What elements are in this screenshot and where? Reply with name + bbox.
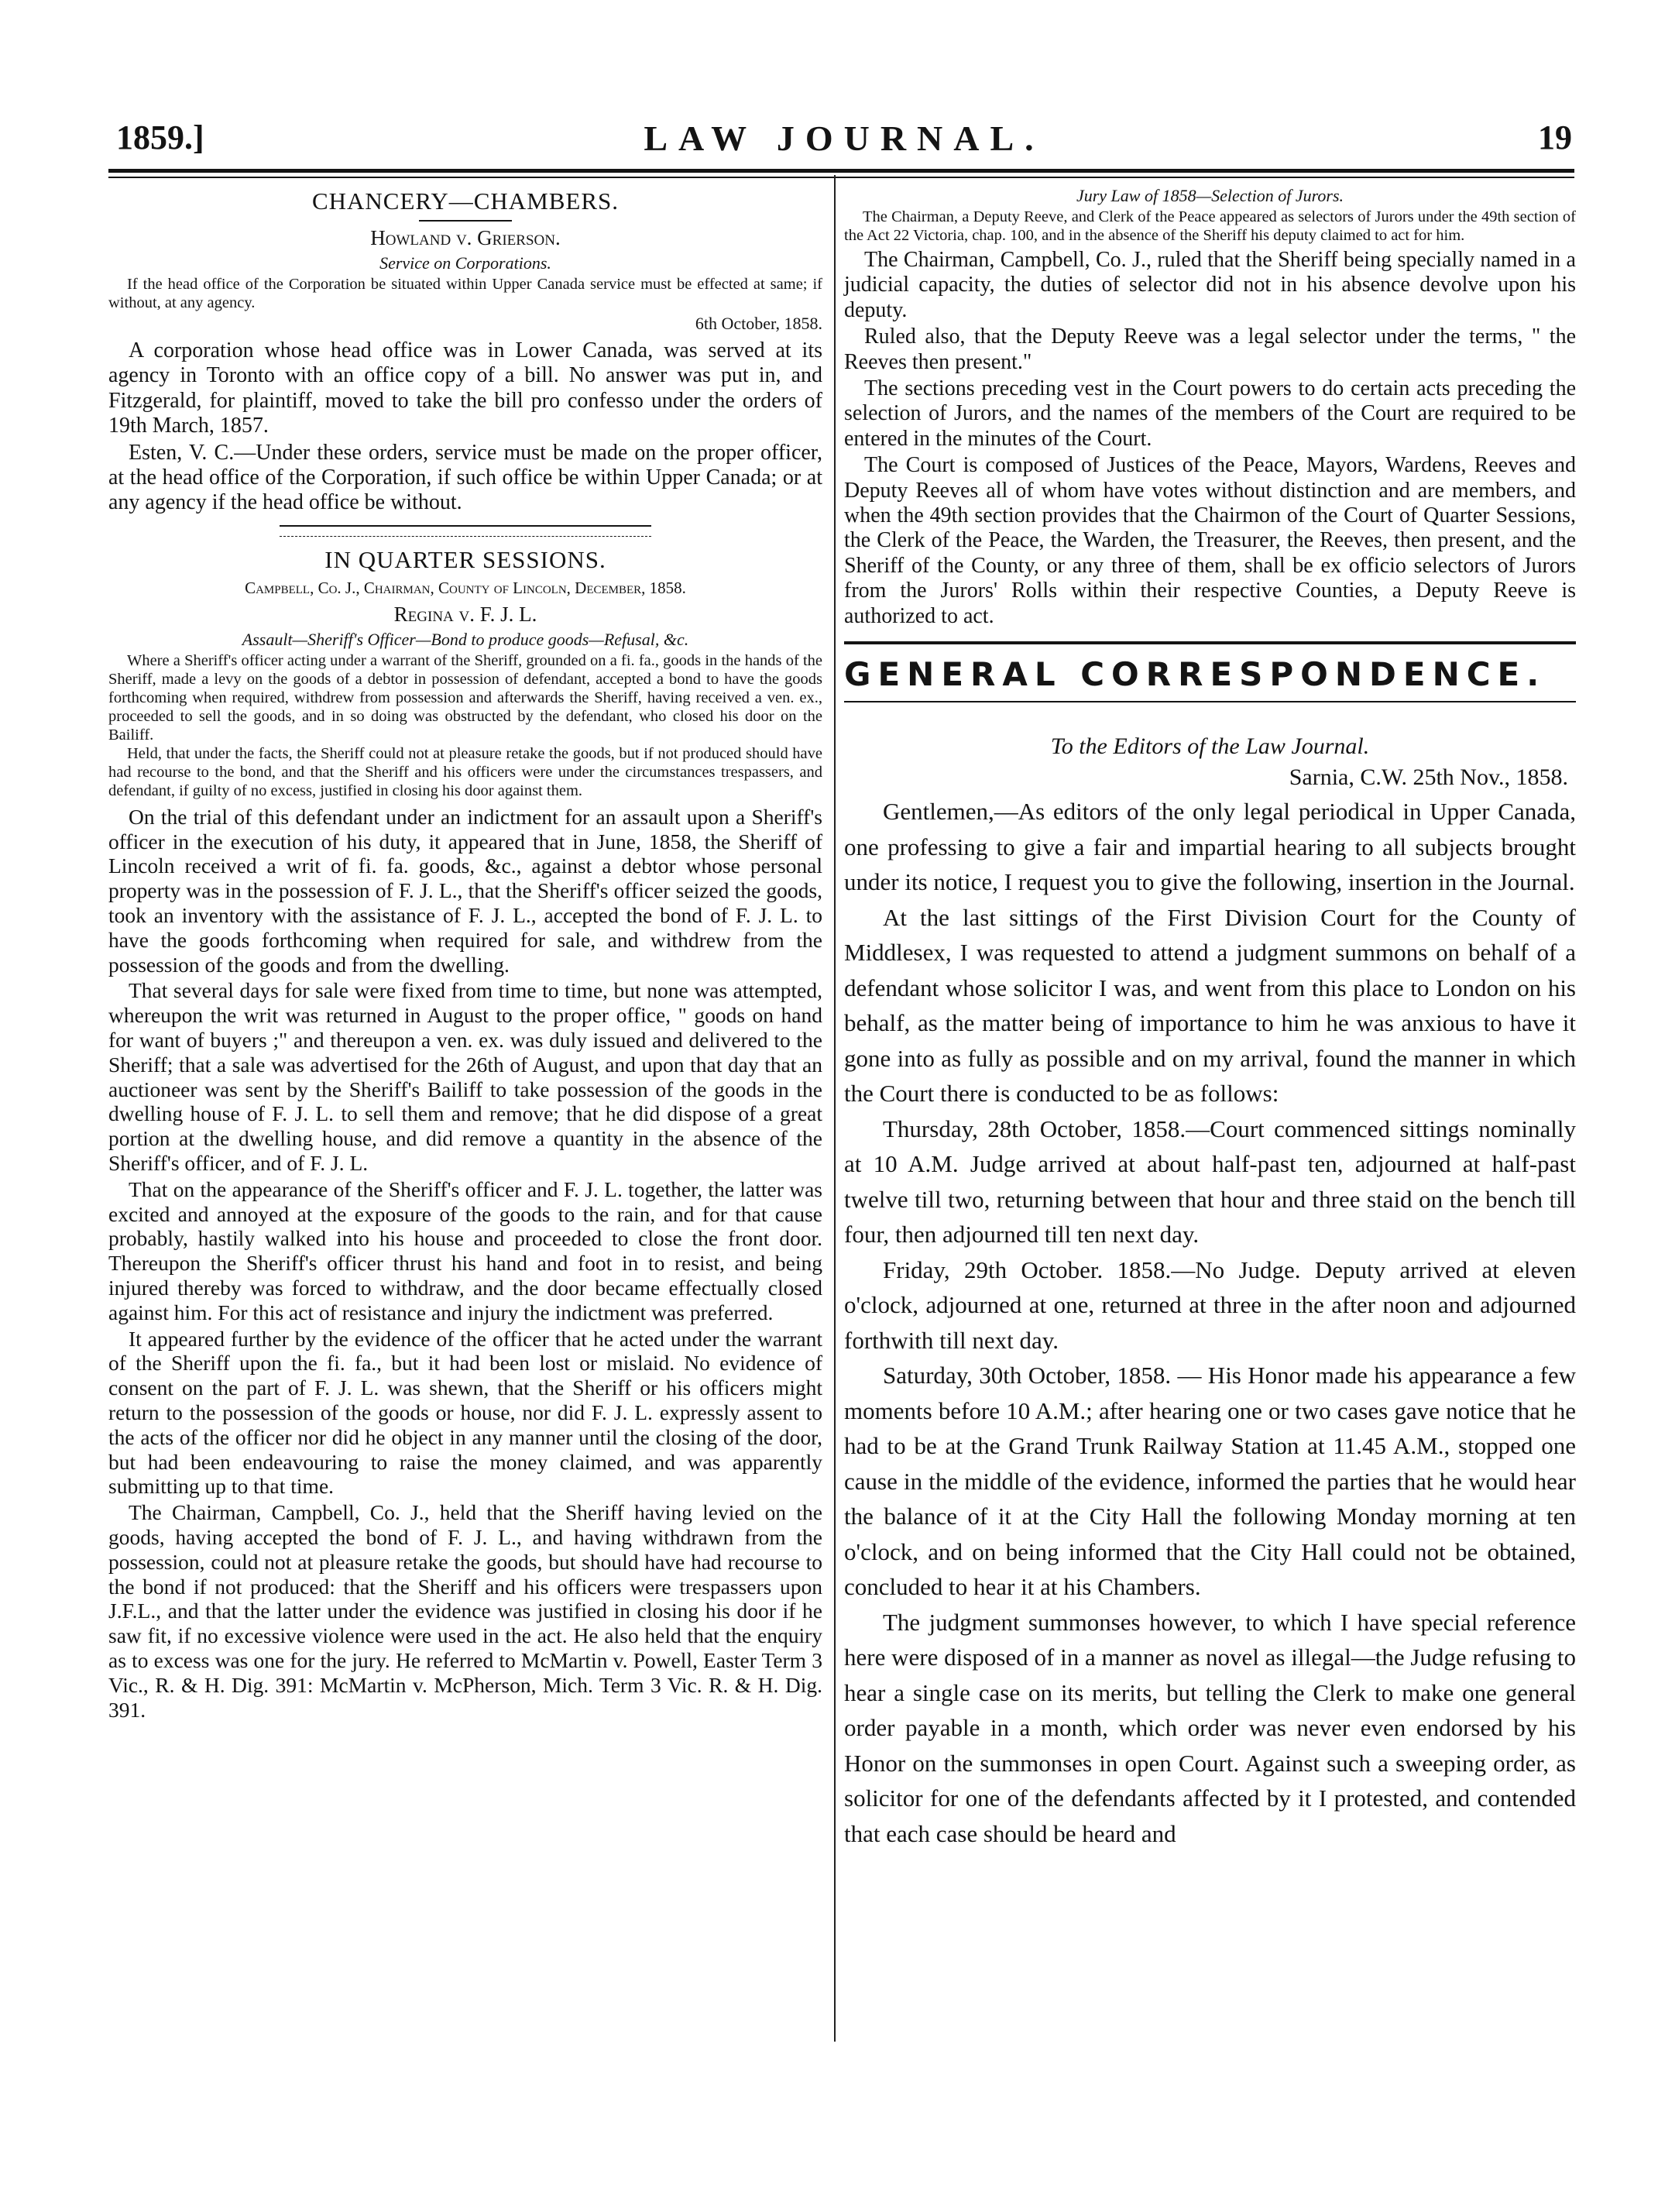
letter-paragraph-1: Gentlemen,—As editors of the only legal periodical in Upper Canada, one professing to give a fair and impartial hearing to all subjects brought under its notice, I request you to give the following, insertion in the Journal. <box>844 798 1576 896</box>
letter-paragraph-4: Friday, 29th October. 1858.—No Judge. Deputy arrived at eleven o'clock, adjourned at one, returned at three in the after noon and adjourned forthwith till next day. <box>844 1255 1576 1354</box>
jury-paragraph-4: The Court is composed of Justices of the Peace, Mayors, Wardens, Reeves and Deputy Reeves all of whom have votes without distinction and are members, and when the 49th section provides that the Chairmon of the Court of Quarter Sessions, the Clerk of the Peace, the Warden, the Treasurer, the Reeves, then present, and the Sheriff of the County, or any three of them, shall be ex officio selectors of Jurors from the Jurors' Rolls within their respective Counties, a Deputy Reeve is authorized to act. <box>844 453 1576 628</box>
paragraph-regina-2: That several days for sale were fixed from time to time, but none was attempted, whereupon the writ was returned in August to the proper office, " goods on hand for want of buyers ;" and thereupon a ven. ex. was duly issued and delivered to the Sheriff; that a sale was advertised for the 26th of August, and upon that day that an auctioneer was sent by the Sheriff's Bailiff to take possession of the goods in the dwelling house of F. J. L. to sell them and remove; that he did dispose of a great portion at the dwelling house, and did remove a quantity in the absence of the Sheriff's officer, and of F. J. L. <box>108 978 822 1175</box>
section-heading-quarter-sessions: IN QUARTER SESSIONS. <box>324 545 606 573</box>
letter-paragraph-6: The judgment summonses however, to which I have special reference here were disposed of in a manner as novel as illegal—the Judge refusing to hear a single case on its merits, but telling the Clerk to make one general order payable in a month, which order was never even endorsed by his Honor on the summonses in open Court. Against such a sweeping order, as solicitor for one of the defendants affected by it I protested, and contended that each case should be heard and <box>844 1608 1576 1847</box>
left-column <box>108 184 822 1723</box>
court-line: Campbell, Co. J., Chairman, County of Lincoln, December, 1858. <box>245 578 686 597</box>
letter-paragraph-5: Saturday, 30th October, 1858. — His Honor made his appearance a few moments before 10 A.M.; after hearing one or two cases gave notice that he had to be at the Grand Trunk Railway Station at 11.45 A.M., stopped one cause in the middle of the evidence, informed the parties that he would hear the balance of it at the City Hall the following Monday morning at ten o'clock, and on being informed that the City Hall could not be obtained, concluded to hear it at his Chambers. <box>844 1362 1576 1601</box>
header-title: LAW JOURNAL. <box>644 118 1045 158</box>
header-year: 1859.] <box>116 118 204 156</box>
headnote-regina-1: Where a Sheriff's officer acting under a warrant of the Sheriff, grounded on a fi. fa., goods in the hands of the Sheriff, made a levy on the goods of a debtor in possession of defendant, accepted a bond to have the goods forthcoming when required, withdrew from possession and afterwards the Sheriff, having received a ven. ex., proceeded to sell the goods, and in so doing was obstructed by the defendant, who closed his door on the Bailiff. <box>108 651 822 744</box>
running-header <box>116 118 1572 164</box>
paragraph-regina-1: On the trial of this defendant under an indictment for an assault upon a Sheriff's officer in the execution of his duty, it appeared that in June, 1858, the Sheriff of Lincoln received a writ of fi. fa. goods, &c., against a debtor whose personal property was in the possession of F. J. L., that the Sheriff's officer seized the goods, took an inventory with the assistance of F. J. L., accepted the bond of F. J. L. to have the goods forthcoming when required for sale, and withdrew from the possession of the goods and from the dwelling. <box>108 804 822 977</box>
section-heading-chancery: CHANCERY—CHAMBERS. <box>311 187 620 215</box>
letter-addressee: To the Editors of the Law Journal. <box>1050 733 1370 760</box>
section-divider <box>280 525 651 537</box>
letter-place-date: Sarnia, C.W. 25th Nov., 1858. <box>1289 764 1568 791</box>
jury-paragraph-3: The sections preceding vest in the Court powers to do certain acts preceding the selection of Jurors, and the names of the members of the Court are required to be entered in the minutes of the Court. <box>844 376 1576 451</box>
paragraph-howland-1: A corporation whose head office was in Lower Canada, was served at its agency in Toronto with an office copy of a bill. No answer was put in, and Fitzgerald, for plaintiff, moved to take the bill pro confesso under the orders of 19th March, 1857. <box>108 338 822 438</box>
case-subject-howland: Service on Corporations. <box>379 253 551 273</box>
header-rule-thick <box>108 169 1574 173</box>
paragraph-regina-3: That on the appearance of the Sheriff's officer and F. J. L. together, the latter was excited and annoyed at the exposure of the goods to the rain, and for that cause probably, hastily walked into his house and proceeded to close the front door. Thereupon the Sheriff's officer thrust his hand and foot in to resist, and being injured thereby was forced to withdraw, and the door became effectually closed against him. For this act of resistance and injury the indictment was preferred. <box>108 1176 822 1324</box>
case-title-regina: Regina v. F. J. L. <box>393 602 537 626</box>
letter-paragraph-2: At the last sittings of the First Division Court for the County of Middlesex, I was requested to attend a judgment summons on behalf of a defendant whose solicitor I was, and went from this place to London on his behalf, as the matter being of importance to him he was anxious to have it gone into as fully as possible and on my arrival, found the manner in which the Court there is conducted to be as follows: <box>844 903 1576 1108</box>
case-date-howland: 6th October, 1858. <box>695 314 822 333</box>
header-rule-thin <box>108 177 1574 178</box>
column-separator <box>834 175 836 2042</box>
headnote-regina-2: Held, that under the facts, the Sheriff could not at pleasure retake the goods, but if not produced should have had recourse to the bond, and that the Sheriff and his officers were under the circumstances trespassers, and defendant, if guilty of no excess, justified in closing his door against them. <box>108 744 822 799</box>
jury-paragraph-2: Ruled also, that the Deputy Reeve was a legal selector under the terms, " the Reeves then present." <box>844 325 1576 374</box>
correspondence-rule-top <box>844 641 1576 644</box>
case-title-howland: Howland v. Grierson. <box>370 226 561 249</box>
paragraph-howland-2: Esten, V. C.—Under these orders, service must be made on the proper officer, at the head office of the Corporation, if such office be within Upper Canada; or at any agency if the head office be without. <box>108 440 822 515</box>
general-correspondence-heading: GENERAL CORRESPONDENCE. <box>844 655 1546 694</box>
jury-headnote: The Chairman, a Deputy Reeve, and Clerk of the Peace appeared as selectors of Jurors under the 49th section of the Act 22 Victoria, chap. 100, and in the absence of the Sheriff his deputy claimed to act for him. <box>844 208 1576 244</box>
header-page-number: 19 <box>1538 118 1572 156</box>
jury-paragraph-1: The Chairman, Campbell, Co. J., ruled that the Sheriff being specially named in a judicial capacity, the duties of selector did not in his absence devolve upon his deputy. <box>844 248 1576 322</box>
headnote-howland: If the head office of the Corporation be situated within Upper Canada service must be effected at same; if without, at any agency. <box>108 276 822 311</box>
correspondence-rule-bottom <box>844 701 1576 702</box>
letter-paragraph-3: Thursday, 28th October, 1858.—Court commenced sittings nominally at 10 A.M. Judge arrived at about half-past ten, adjourned at half-past twelve till two, returning between that hour and three staid on the bench till four, then adjourned till ten next day. <box>844 1115 1576 1249</box>
paragraph-regina-5: The Chairman, Campbell, Co. J., held that the Sheriff having levied on the goods, having accepted the bond of F. J. L., and having withdrawn from the possession, could not at pleasure retake the goods, but should have had recourse to the bond if not produced: that the Sheriff and his officers were trespassers upon J.F.L., and that the latter under the evidence was justified in closing his door if he saw fit, if no excessive violence were used in the act. He also held that the enquiry as to excess was one for the jury. He referred to McMartin v. Powell, Easter Term 3 Vic., R. & H. Dig. 391: McMartin v. McPherson, Mich. Term 3 Vic. R. & H. Dig. 391. <box>108 1500 822 1722</box>
paragraph-regina-4: It appeared further by the evidence of the officer that he acted under the warrant of the Sheriff upon the fi. fa., but it had been lost or mislaid. No evidence of consent on the part of F. J. L. was shewn, that the Sheriff or his officers might return to the possession of the goods or house, nor did F. J. L. expressly assent to the acts of the officer nor did he object in any manner until the closing of the door, but had been endeavouring to raise the money claimed, and was apparently submitting up to that time. <box>108 1326 822 1499</box>
case-subject-regina: Assault—Sheriff's Officer—Bond to produce goods—Refusal, &c. <box>242 629 689 649</box>
heading-rule <box>419 220 512 222</box>
jury-law-title: Jury Law of 1858—Selection of Jurors. <box>1076 186 1344 205</box>
right-column <box>844 184 1576 1851</box>
